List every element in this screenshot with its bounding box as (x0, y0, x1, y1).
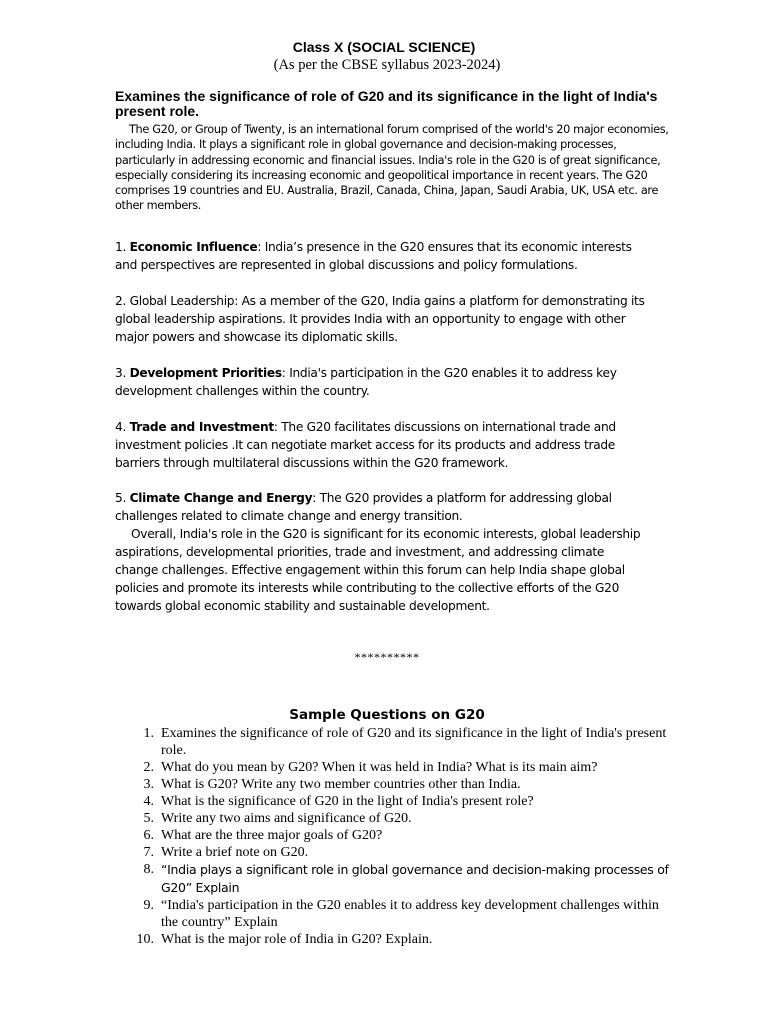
question-number: 6. (143, 828, 154, 843)
list-item (115, 776, 675, 793)
conclusion-paragraph (115, 525, 645, 615)
conclusion-text: Overall, India's role in the G20 is significant for its economic interests, global leadership aspirations, developmental priorities, trade and investment, and addressing climate change challenges. Effective engagement within this forum can help India shape global policies and promote its interests while contributing to the collective efforts of the G20 towards global economic stability and sustainable development. (115, 527, 641, 613)
point-5 (115, 489, 645, 525)
question-number: 10. (136, 932, 154, 947)
intro-paragraph (115, 122, 675, 214)
question-text: What is the major role of India in G20? Explain. (161, 932, 433, 947)
list-item (115, 897, 675, 931)
question-number: 5. (143, 811, 154, 826)
intro-text: The G20, or Group of Twenty, is an international forum comprised of the world's 20 major economies, including India. It plays a significant role in global governance and decision-making processes, particularly in addressing economic and financial issues. India's role in the G20 is of great significance, especially considering its increasing economic and geopolitical importance in recent years. The G20 comprises 19 countries and EU. Australia, Brazil, Canada, China, Japan, Saudi Arabia, UK, USA etc. are other members. (115, 123, 669, 213)
question-text: “India's participation in the G20 enables it to address key development challenges within the country” Explain (161, 898, 659, 930)
question-text: Examines the significance of role of G20 and its significance in the light of India's present role. (161, 726, 667, 758)
list-item (115, 827, 675, 844)
question-text: Write a brief note on G20. (161, 845, 309, 860)
essay-heading: Examines the significance of role of G20 and its significance in the light of India's present role. (115, 88, 658, 119)
point-separator: : (312, 491, 320, 505)
point-text: India’s presence in the G20 ensures that its economic interests and perspectives are represented in global discussions and policy formulations. (115, 240, 632, 272)
point-text: India's participation in the G20 enables it to address key development challenges within the country. (115, 366, 617, 398)
list-item (115, 725, 675, 759)
question-text: What is the significance of G20 in the light of India's present role? (161, 794, 534, 809)
list-item (115, 931, 675, 948)
questions-title: Sample Questions on G20 (289, 707, 485, 723)
point-separator: : (234, 294, 242, 308)
point-number: 1. (115, 240, 127, 254)
point-text: The G20 provides a platform for addressing global challenges related to climate change and energy transition. (115, 491, 612, 523)
point-separator: : (257, 240, 265, 254)
point-label: Global Leadership (129, 294, 235, 308)
page-subtitle: (As per the CBSE syllabus 2023-2024) (273, 57, 501, 73)
point-label: Climate Change and Energy (129, 491, 313, 505)
section-separator: ********** (354, 650, 420, 664)
point-1 (115, 238, 645, 274)
point-separator: : (281, 366, 290, 380)
point-4 (115, 418, 645, 472)
question-number: 8. (143, 862, 154, 877)
point-text: As a member of the G20, India gains a platform for demonstrating its global leadership aspirations. It provides India with an opportunity to engage with other major powers and showcase its diplomatic skills. (115, 294, 645, 344)
point-text: The G20 facilitates discussions on international trade and investment policies .It can negotiate market access for its products and address trade barriers through multilateral discussions within the G20 framework. (115, 420, 616, 470)
list-item (115, 759, 675, 776)
point-3 (115, 364, 645, 400)
point-2 (115, 292, 645, 346)
questions-list (115, 725, 675, 948)
point-separator: : (273, 420, 282, 434)
question-number: 4. (143, 794, 154, 809)
point-number: 2. (115, 294, 127, 308)
point-number: 4. (115, 420, 127, 434)
point-number: 3. (115, 366, 127, 380)
question-number: 2. (143, 760, 154, 775)
question-text: Write any two aims and significance of G20. (161, 811, 412, 826)
list-item (115, 844, 675, 861)
point-label: Development Priorities (129, 366, 282, 380)
page-title: Class X (SOCIAL SCIENCE) (292, 39, 476, 55)
question-text: “India plays a significant role in global governance and decision-making processes of G20” Explain (161, 862, 669, 895)
point-number: 5. (115, 491, 127, 505)
question-text: What is G20? Write any two member countries other than India. (161, 777, 521, 792)
question-number: 9. (143, 898, 154, 913)
list-item (115, 861, 675, 897)
list-item (115, 793, 675, 810)
question-text: What are the three major goals of G20? (161, 828, 383, 843)
point-label: Trade and Investment (129, 420, 274, 434)
point-label: Economic Influence (129, 240, 258, 254)
question-number: 1. (143, 726, 154, 741)
question-number: 3. (143, 777, 154, 792)
question-number: 7. (143, 845, 154, 860)
question-text: What do you mean by G20? When it was held in India? What is its main aim? (161, 760, 598, 775)
list-item (115, 810, 675, 827)
